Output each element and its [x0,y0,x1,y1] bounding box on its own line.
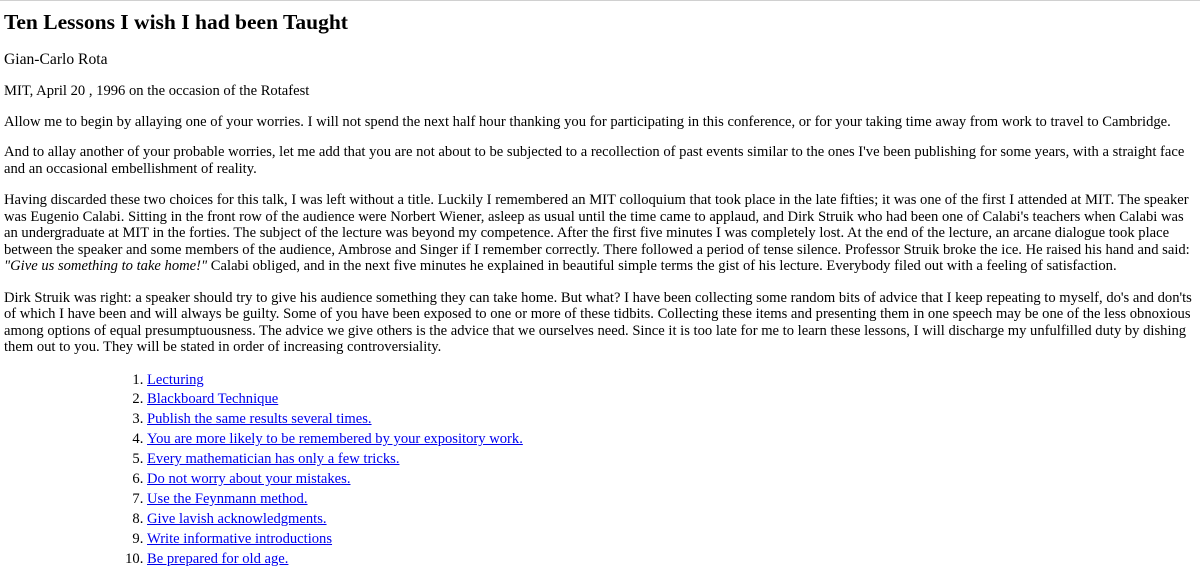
lesson-link-acknowledgments[interactable]: Give lavish acknowledgments. [147,510,327,527]
lesson-link-expository-work[interactable]: You are more likely to be remembered by your expository work. [147,431,523,448]
lesson-link-lecturing[interactable]: Lecturing [147,371,204,388]
calabi-story-ending: Calabi obliged, and in the next five minutes he explained in beautiful simple terms the gist of his lecture. Everybody filed out with a feeling of satisfaction. [207,258,1117,274]
list-item [147,550,1194,570]
list-item [147,530,1194,550]
paragraph-worries: And to allay another of your probable worries, let me add that you are not about to be subjected to a recollection of past events similar to the ones I've been publishing for some years, with a straight face and an occasional embellishment of reality. [4,144,1185,177]
occasion-line: MIT, April 20 , 1996 on the occasion of the Rotafest [4,83,310,99]
list-item [147,470,1194,490]
list-item [147,490,1194,510]
list-item [147,430,1194,450]
lesson-link-few-tricks[interactable]: Every mathematician has only a few tricks. [147,451,400,468]
list-item [147,371,1194,391]
list-item [147,390,1194,410]
page-title: Ten Lessons I wish I had been Taught [4,10,348,34]
lesson-link-mistakes[interactable]: Do not worry about your mistakes. [147,471,351,488]
lesson-link-old-age[interactable]: Be prepared for old age. [147,550,289,567]
lesson-link-blackboard-technique[interactable]: Blackboard Technique [147,391,279,408]
list-item [147,510,1194,530]
paragraph-intro: Allow me to begin by allaying one of your worries. I will not spend the next half hour thanking you for participating in this conference, or for your taking time away from work to travel to Cambridge. [4,113,1171,130]
calabi-story-text: Having discarded these two choices for this talk, I was left without a title. Luckily I remembered an MIT colloquium that took place in the late fifties; it was one of the first I attended at MIT. The speaker was Eugenio Calabi. Sitting in the front row of the audience were Norbert Wiener, asleep as usual until the time came to applaud, and Dirk Struik who had been one of Calabi's teachers when Calabi was an undergraduate at MIT in the forties. The subject of the lecture was beyond my competence. After the first five minutes I was completely lost. At the end of the lecture, an arcane dialogue took place between the speaker and some members of the audience, Ambrose and Singer if I remember correctly. There followed a period of tense silence. Professor Struik broke the ice. He raised his hand and said: [4,192,1190,258]
struik-quote: "Give us something to take home!" [4,258,208,274]
article [4,0,1194,570]
lesson-link-publish-same-results[interactable]: Publish the same results several times. [147,411,372,428]
lesson-link-feynmann-method[interactable]: Use the Feynmann method. [147,490,308,507]
list-item [147,410,1194,430]
list-item [147,450,1194,470]
lesson-link-introductions[interactable]: Write informative introductions [147,530,333,547]
lessons-list [4,371,1194,570]
paragraph-calabi-story [4,192,1194,275]
paragraph-struik-advice: Dirk Struik was right: a speaker should try to give his audience something they can take home. But what? I have been collecting some random bits of advice that I keep repeating to myself, do's and don'ts of which I have been and will always be guilty. Some of you have been exposed to one or more of these tidbits. Collecting these items and presenting them in one speech may be one of the less obnoxious among options of equal presumptuousness. The advice we give others is the advice that we ourselves need. Since it is too late for me to learn these lessons, I will discharge my unfulfilled duty by dishing them out to you. They will be stated in order of increasing controversiality. [4,289,1192,355]
author-name: Gian-Carlo Rota [4,51,108,68]
